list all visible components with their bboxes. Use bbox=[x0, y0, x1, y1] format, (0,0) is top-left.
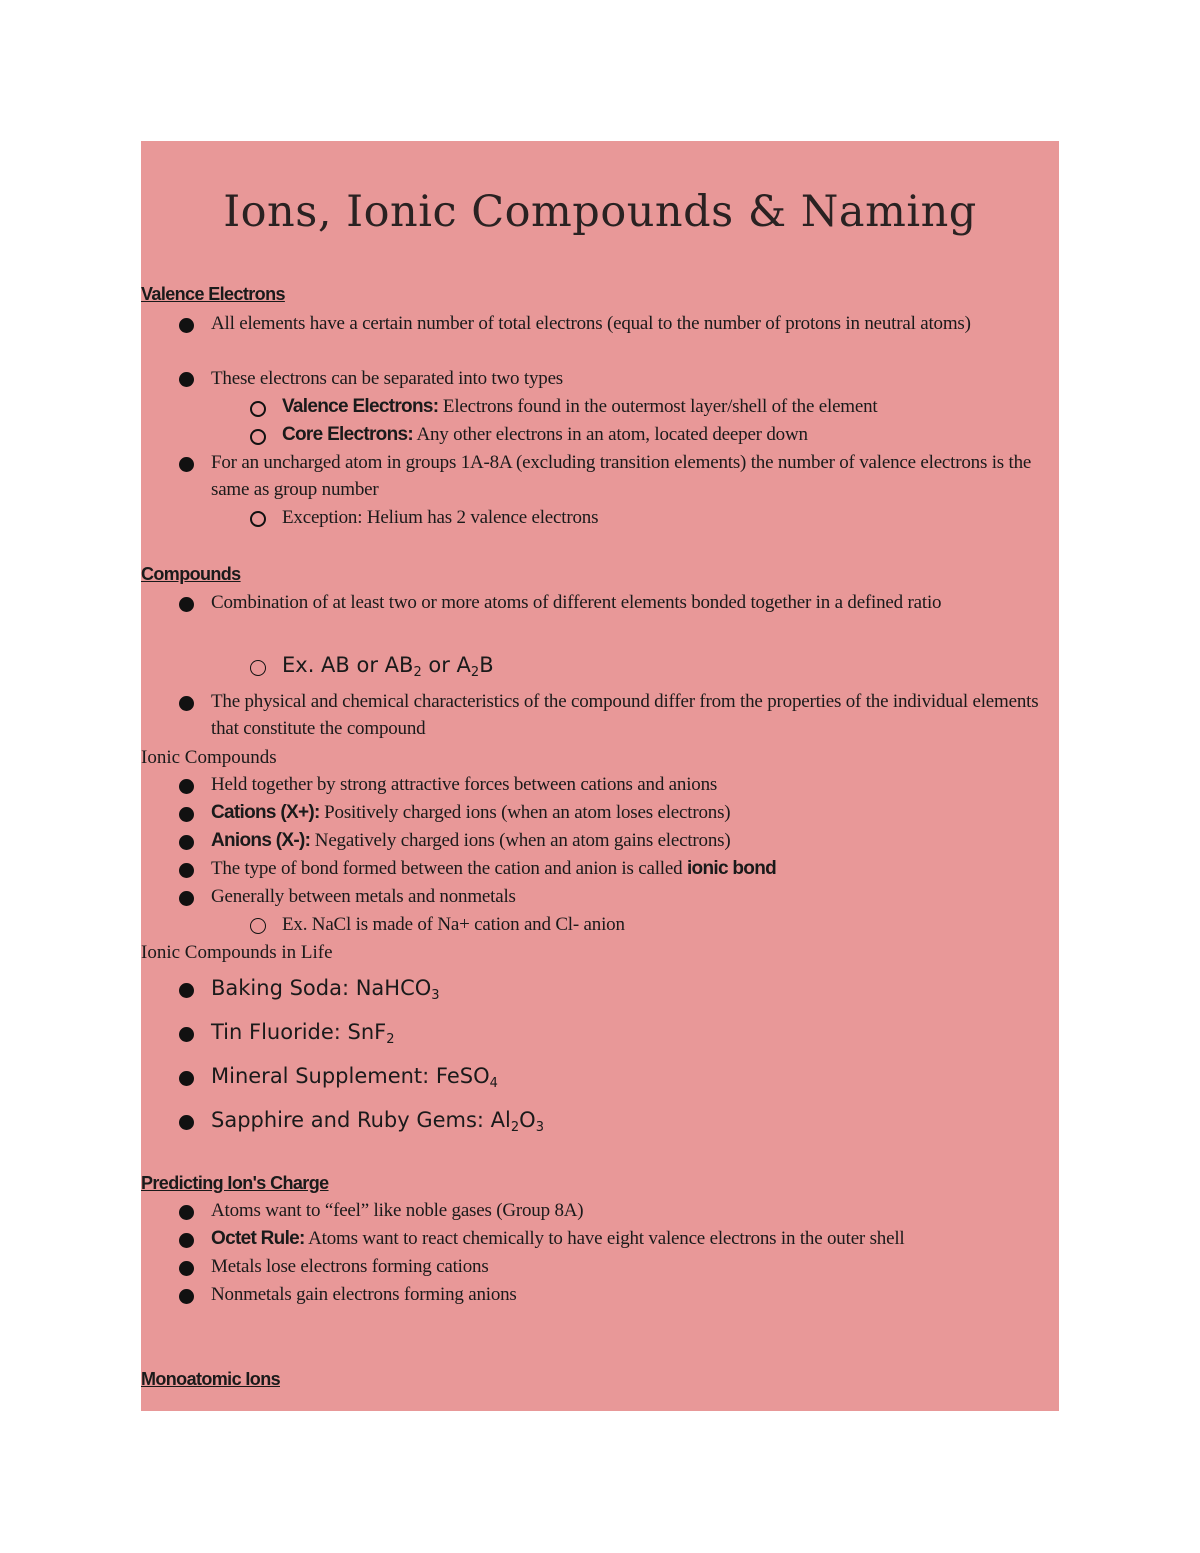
list-item: For an uncharged atom in groups 1A-8A (excluding transition elements) the number of valence electrons is the same as group number bbox=[211, 452, 1032, 500]
definition-text: Atoms want to react chemically to have eight valence electrons in the outer shell bbox=[304, 1228, 905, 1249]
bullet-icon bbox=[179, 318, 194, 333]
list-item: These electrons can be separated into two types bbox=[211, 368, 563, 389]
list-item: Exception: Helium has 2 valence electrons bbox=[282, 507, 599, 528]
definition-text: Positively charged ions (when an atom loses electrons) bbox=[319, 802, 731, 823]
bullet-icon bbox=[179, 1289, 194, 1304]
term-ionic-bond: ionic bond bbox=[686, 858, 777, 879]
definition-text: The type of bond formed between the cation and anion is called bbox=[211, 858, 687, 879]
list-item: Atoms want to “feel” like noble gases (Group 8A) bbox=[211, 1200, 584, 1221]
sub-bullet-icon bbox=[250, 429, 266, 445]
list-item: Generally between metals and nonmetals bbox=[211, 886, 516, 907]
bullet-icon bbox=[179, 372, 194, 387]
list-item bbox=[211, 799, 1051, 826]
compound-text: Baking Soda: NaHCO bbox=[211, 976, 432, 1000]
sub-bullet-icon bbox=[250, 918, 266, 934]
bullet-icon bbox=[179, 779, 194, 794]
compound-text: Mineral Supplement: FeSO bbox=[211, 1064, 490, 1088]
definition-text: Electrons found in the outermost layer/shell of the element bbox=[438, 396, 878, 417]
list-item bbox=[211, 827, 1051, 854]
bullet-icon bbox=[179, 807, 194, 822]
bullet-icon bbox=[179, 696, 194, 711]
page-title: Ions, Ionic Compounds & Naming bbox=[223, 187, 977, 237]
term-cations: Cations (X+): bbox=[211, 802, 320, 823]
list-item: Combination of at least two or more atoms of different elements bonded together in a defined ratio bbox=[211, 592, 942, 613]
subscript: 2 bbox=[413, 665, 422, 680]
sub-bullet-icon bbox=[250, 401, 266, 417]
list-item: The physical and chemical characteristics of the compound differ from the properties of the individual elements that constitute the compound bbox=[211, 691, 1039, 739]
document-page bbox=[141, 141, 1059, 1411]
bullet-icon bbox=[179, 1233, 194, 1248]
heading-compounds: Compounds bbox=[141, 564, 241, 584]
heading-ionic-compounds-in-life: Ionic Compounds in Life bbox=[141, 942, 333, 963]
list-item bbox=[211, 975, 1051, 1002]
list-item bbox=[282, 393, 1042, 420]
example-text: or A bbox=[421, 653, 471, 677]
list-item bbox=[282, 652, 1042, 679]
subscript: 3 bbox=[535, 1120, 544, 1135]
list-item: Held together by strong attractive forces between cations and anions bbox=[211, 774, 718, 795]
bullet-icon bbox=[179, 597, 194, 612]
list-item bbox=[211, 1225, 1051, 1252]
list-item: Ex. NaCl is made of Na+ cation and Cl- anion bbox=[282, 914, 625, 935]
list-item bbox=[211, 855, 1051, 882]
list-item: Metals lose electrons forming cations bbox=[211, 1256, 489, 1277]
example-text: B bbox=[479, 653, 494, 677]
bullet-icon bbox=[179, 863, 194, 878]
bullet-icon bbox=[179, 1071, 194, 1086]
list-item bbox=[211, 1019, 1051, 1046]
bullet-icon bbox=[179, 1205, 194, 1220]
definition-text: Any other electrons in an atom, located deeper down bbox=[412, 424, 808, 445]
bullet-icon bbox=[179, 1261, 194, 1276]
list-item: Nonmetals gain electrons forming anions bbox=[211, 1284, 517, 1305]
subscript: 3 bbox=[431, 988, 440, 1003]
bullet-icon bbox=[179, 1115, 194, 1130]
bullet-icon bbox=[179, 983, 194, 998]
heading-valence-electrons: Valence Electrons bbox=[141, 284, 285, 304]
bullet-icon bbox=[179, 1027, 194, 1042]
compound-text: Tin Fluoride: SnF bbox=[211, 1020, 387, 1044]
definition-text: Negatively charged ions (when an atom gains electrons) bbox=[310, 830, 731, 851]
subscript: 2 bbox=[510, 1120, 520, 1135]
list-item bbox=[211, 1063, 1051, 1090]
example-text: Ex. AB or AB bbox=[282, 653, 414, 677]
bullet-icon bbox=[179, 891, 194, 906]
list-item: All elements have a certain number of total electrons (equal to the number of protons in neutral atoms) bbox=[211, 313, 971, 334]
sub-bullet-icon bbox=[250, 660, 266, 676]
term-valence-electrons: Valence Electrons: bbox=[282, 396, 439, 417]
list-item bbox=[211, 1107, 1051, 1134]
subscript: 4 bbox=[489, 1076, 498, 1091]
term-core-electrons: Core Electrons: bbox=[282, 424, 413, 445]
compound-text: Sapphire and Ruby Gems: Al bbox=[211, 1108, 511, 1132]
bullet-icon bbox=[179, 457, 194, 472]
term-anions: Anions (X-): bbox=[211, 830, 311, 851]
term-octet-rule: Octet Rule: bbox=[211, 1228, 305, 1249]
list-item bbox=[282, 421, 1042, 448]
heading-ionic-compounds: Ionic Compounds bbox=[141, 747, 277, 768]
subscript: 2 bbox=[386, 1032, 395, 1047]
heading-monoatomic-ions: Monoatomic Ions bbox=[141, 1369, 280, 1389]
sub-bullet-icon bbox=[250, 511, 266, 527]
subscript: 2 bbox=[470, 665, 480, 680]
compound-text: O bbox=[519, 1108, 536, 1132]
bullet-icon bbox=[179, 835, 194, 850]
heading-predicting-ions-charge: Predicting Ion's Charge bbox=[141, 1173, 329, 1193]
